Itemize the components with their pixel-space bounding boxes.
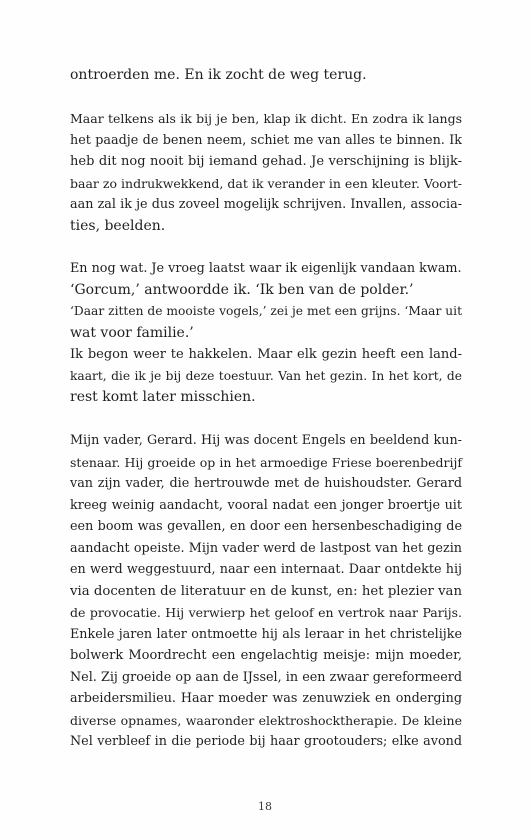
text-line: Maar telkens als ik bij je ben, klap ik dicht. En zodra ik langs [70,111,462,126]
text-line: heb dit nog nooit bij iemand gehad. Je verschijning is blijk- [70,154,462,169]
text-line: kreeg weinig aandacht, vooral nadat een jonger broertje uit [70,497,462,513]
text-line: ‘Daar zitten de mooiste vogels,’ zei je met een grijns. ‘Maar uit [70,304,462,318]
text-line: ontroerden me. En ik zocht de weg terug. [70,67,367,83]
text-line: bolwerk Moordrecht een engelachtig meisje: mijn moeder, [70,648,462,663]
text-line: via docenten de literatuur en de kunst, en: het plezier van [70,583,462,599]
text-line: Nel. Zij groeide op aan de IJssel, in een zwaar gereformeerd [70,669,462,685]
text-line: arbeidersmilieu. Haar moeder was zenuwziek en onderging [70,691,462,706]
text-line: diverse opnames, waaronder elektroshocktherapie. De kleine [70,712,462,728]
text-line: stenaar. Hij groeide op in het armoedige Friese boerenbedrijf [70,454,462,470]
text-line: Ik begon weer te hakkelen. Maar elk gezin heeft een land- [70,347,462,362]
paragraph-1 [70,65,462,87]
text-line: ties, beelden. [70,217,166,234]
text-line: kaart, die ik je bij deze toestuur. Van het gezin. In het kort, de [70,368,462,383]
text-line: het paadje de benen neem, schiet me van alles te binnen. Ik [70,132,462,148]
text-line: Enkele jaren later ontmoette hij als leraar in het christelijke [70,626,462,642]
text-line: wat voor familie.’ [70,324,194,341]
text-line: Mijn vader, Gerard. Hij was docent Engels en beeldend kun- [70,433,462,448]
text-line: aandacht opeiste. Mijn vader werd de lastpost van het gezin [70,540,462,556]
text-line: En nog wat. Je vroeg laatst waar ik eigenlijk vandaan kwam. [70,261,462,276]
text-line: baar zo indrukwekkend, dat ik verander in een kleuter. Voort- [70,175,462,191]
page-number: 18 [258,800,272,813]
text-line: rest komt later misschien. [70,389,256,405]
paragraph-4 [70,430,462,753]
text-line: een boom was gevallen, en door een hersenbeschadiging de [70,519,462,534]
paragraph-3 [70,258,462,409]
paragraph-2 [70,108,462,237]
text-line: van zijn vader, die hertrouwde met de huishoudster. Gerard [70,476,462,491]
text-line: en werd weggestuurd, naar een internaat. Daar ontdekte hij [70,562,462,577]
text-line: ‘Gorcum,’ antwoordde ik. ‘Ik ben van de polder.’ [70,281,414,298]
text-line: aan zal ik je dus zoveel mogelijk schrijven. Invallen, associa- [70,197,462,212]
text-line: de provocatie. Hij verwierp het geloof en vertrok naar Parijs. [70,605,462,620]
text-line: Nel verbleef in die periode bij haar grootouders; elke avond [70,734,462,749]
